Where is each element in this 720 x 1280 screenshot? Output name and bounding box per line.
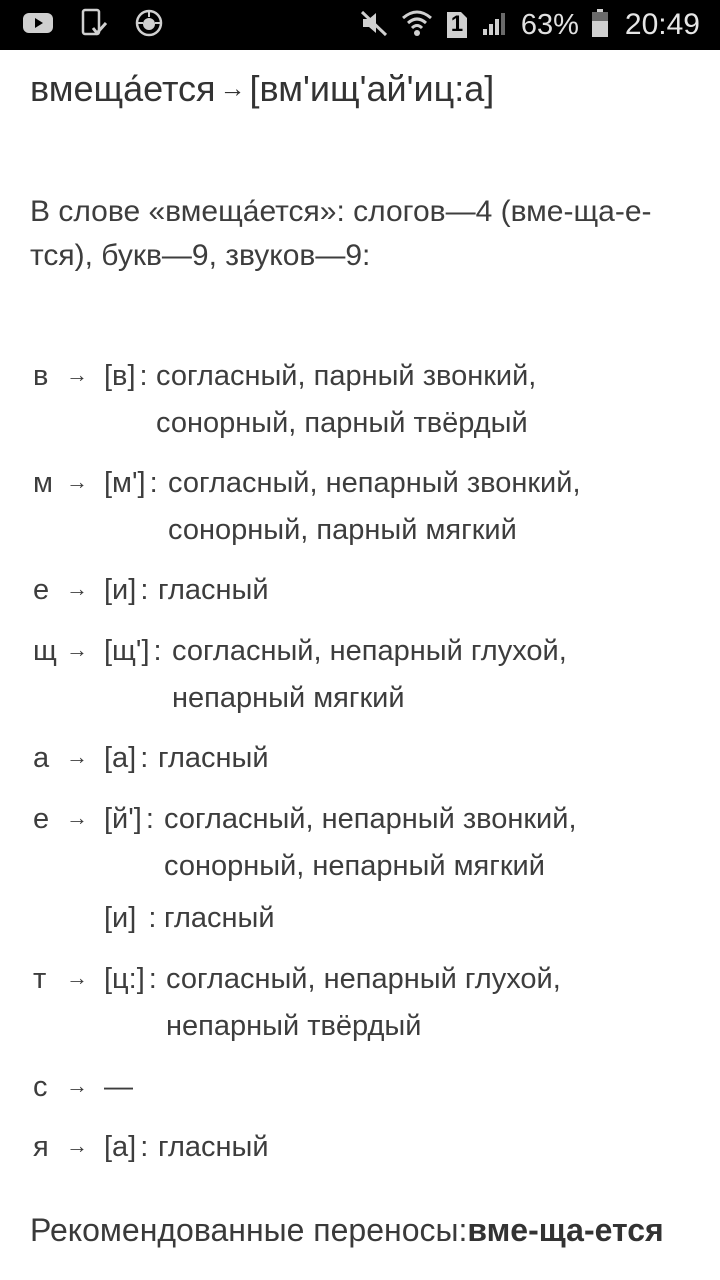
wifi-icon [401, 8, 433, 43]
row-arrow: → [66, 965, 88, 990]
youtube-icon [22, 11, 54, 40]
row-letter: в [33, 360, 49, 392]
headline-arrow: → [219, 73, 246, 103]
row-arrow: → [66, 362, 88, 387]
row-arrow: → [66, 469, 88, 494]
row-arrow: → [66, 744, 88, 769]
row-arrow: → [66, 637, 88, 662]
row-letter: а [33, 742, 50, 774]
antivirus-icon [134, 8, 164, 43]
row-description: согласный, непарный глухой, [166, 963, 561, 995]
row-sound: [й'] : [104, 803, 154, 835]
row-description-cont: сонорный, парный твёрдый [156, 407, 528, 439]
hyphenation-value: вме-ща-ется [467, 1212, 664, 1248]
row-sound: [в] : [104, 360, 148, 392]
row-sound: [щ'] : [104, 635, 162, 667]
row-description-cont: непарный мягкий [172, 682, 405, 714]
row-letter: е [33, 803, 50, 835]
status-bar [0, 0, 720, 50]
row-description: согласный, непарный звонкий, [164, 803, 577, 835]
headline-word: вмеща́ется [30, 68, 216, 109]
row-letter: с [33, 1071, 48, 1103]
row-letter: щ [33, 635, 57, 667]
battery-icon [591, 8, 609, 43]
row-arrow: → [66, 576, 88, 601]
row-description: согласный, парный звонкий, [156, 360, 537, 392]
row-sound: — [104, 1071, 133, 1103]
row-sound: [и] : [104, 574, 149, 606]
row-sound: [м'] : [104, 467, 158, 499]
row-sound: [и] : [104, 902, 157, 934]
row-description: гласный [158, 574, 269, 606]
row-description: согласный, непарный звонкий, [168, 467, 581, 499]
row-sound: [ц:] : [104, 963, 157, 995]
word-summary: В слове «вмеща́ется»: слогов—4 (вме-ща-е-тся), букв—9, звуков—9: [30, 195, 652, 272]
row-description-cont: сонорный, непарный мягкий [164, 850, 545, 882]
row-sound: [а] : [104, 1131, 149, 1163]
row-description-cont: непарный твёрдый [166, 1010, 422, 1042]
row-description: гласный [164, 902, 275, 934]
hyphenation [30, 1212, 664, 1249]
row-letter: е [33, 574, 50, 606]
row-description: гласный [158, 1131, 269, 1163]
row-letter: м [33, 467, 53, 499]
device-check-icon [80, 8, 108, 43]
row-letter: т [33, 963, 47, 995]
sim-number: 1 [450, 11, 464, 36]
row-arrow: → [66, 805, 88, 830]
row-description-cont: сонорный, парный мягкий [168, 514, 517, 546]
clock: 20:49 [624, 8, 700, 41]
row-arrow: → [66, 1073, 88, 1098]
row-description: согласный, непарный глухой, [172, 635, 567, 667]
row-arrow: → [66, 1133, 88, 1158]
battery-percent: 63% [520, 8, 579, 41]
mute-icon [359, 8, 389, 43]
row-description: гласный [158, 742, 269, 774]
hyphenation-label: Рекомендованные переносы: [30, 1212, 468, 1248]
headline-transcription: [вм'ищ'ай'иц:а] [249, 68, 495, 109]
signal-icon [481, 9, 509, 42]
row-sound: [а] : [104, 742, 149, 774]
sim-icon [445, 10, 469, 40]
row-letter: я [33, 1131, 49, 1163]
page-title [30, 68, 494, 110]
